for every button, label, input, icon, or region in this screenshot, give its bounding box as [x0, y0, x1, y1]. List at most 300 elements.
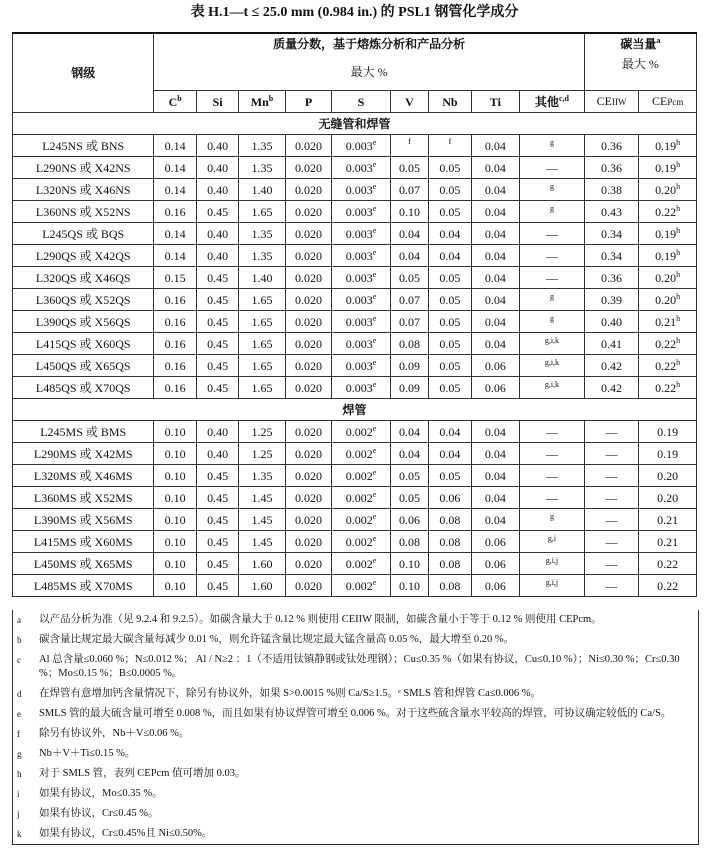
value-nb: 0.08: [439, 556, 461, 571]
value-si: 0.45: [207, 512, 229, 527]
value-v: 0.05: [399, 490, 420, 505]
value-v: 0.07: [399, 292, 420, 307]
value-s: 0.003: [345, 248, 373, 263]
max-percent-label: 最大 %: [350, 65, 388, 79]
cell-p: [285, 311, 331, 333]
value-p: 0.020: [294, 424, 322, 439]
value-p: 0.020: [294, 490, 322, 505]
value-c: 0.14: [164, 226, 186, 241]
cell-ce-pcm: [639, 157, 697, 179]
value-c: 0.15: [164, 270, 186, 285]
cell-ce-pcm: [639, 245, 697, 267]
cell-ce-iiw: 0.43: [584, 201, 639, 223]
value-nb: 0.04: [439, 446, 461, 461]
value-si: 0.40: [207, 446, 229, 461]
cell-nb: [429, 179, 471, 201]
value-mn: 1.40: [251, 270, 273, 285]
cell-nb: [429, 157, 471, 179]
value-si: 0.40: [207, 138, 229, 153]
cell-ce-iiw: 0.36: [584, 267, 639, 289]
cell-ce-iiw: —: [584, 465, 639, 487]
value-v: 0.05: [399, 270, 420, 285]
cell-ce-pcm: [639, 267, 697, 289]
cell-ti: [471, 157, 519, 179]
value-si: 0.40: [207, 160, 229, 175]
cell-other: [520, 355, 585, 377]
table-row: [13, 179, 697, 201]
note-s: e: [372, 203, 377, 213]
column-label: Nb: [442, 94, 458, 109]
cell-v: [390, 333, 428, 355]
cell-p: [285, 179, 331, 201]
cell-c: [154, 531, 196, 553]
cell-c: [154, 575, 196, 597]
note-v: f: [408, 137, 411, 146]
value-si: 0.45: [207, 270, 229, 285]
cell-v: [390, 179, 428, 201]
cell-nb: [429, 421, 471, 443]
grade-cell: L245QS 或 BQS: [13, 223, 154, 245]
cell-s: [332, 311, 391, 333]
value-other: —: [545, 270, 558, 285]
section-row: [13, 113, 697, 135]
value-ti: 0.04: [484, 446, 506, 461]
value-other: g,i,k: [544, 357, 560, 367]
note-s: e: [372, 423, 377, 433]
value-ti: 0.04: [484, 138, 506, 153]
column-label: 其他: [534, 94, 559, 109]
grade-cell: L320MS 或 X46MS: [13, 465, 154, 487]
cell-mn: [239, 421, 285, 443]
value-nb: 0.08: [439, 534, 461, 549]
cell-nb: [429, 223, 471, 245]
value-v: 0.09: [399, 358, 420, 373]
cell-other: [520, 157, 585, 179]
cell-ti: [471, 267, 519, 289]
grade-cell: L415QS 或 X60QS: [13, 333, 154, 355]
cell-ce-pcm: [639, 223, 697, 245]
grade-cell: L390QS 或 X56QS: [13, 311, 154, 333]
cell-c: [154, 553, 196, 575]
note-ce-pcm: h: [676, 269, 681, 279]
cell-c: [154, 487, 196, 509]
cell-other: [520, 201, 585, 223]
cell-p: [285, 443, 331, 465]
value-s: 0.003: [345, 380, 373, 395]
cell-c: [154, 135, 196, 157]
cell-other: [520, 509, 585, 531]
value-other: —: [545, 160, 558, 175]
value-s: 0.003: [345, 138, 373, 153]
cell-other: [520, 531, 585, 553]
cell-v: [390, 311, 428, 333]
value-p: 0.020: [294, 270, 322, 285]
cell-ce-iiw: 0.42: [584, 377, 639, 399]
value-mn: 1.60: [251, 556, 273, 571]
cell-ti: [471, 245, 519, 267]
cell-s: [332, 179, 391, 201]
value-ti: 0.04: [484, 490, 506, 505]
cell-other: [520, 223, 585, 245]
cell-si: [196, 289, 238, 311]
value-p: 0.020: [294, 248, 322, 263]
value-ce-pcm: 0.21: [655, 314, 677, 329]
cell-other: [520, 487, 585, 509]
cell-v: [390, 245, 428, 267]
section-title: 无缝管和焊管: [13, 113, 697, 135]
value-p: 0.020: [294, 556, 322, 571]
footnote-text: Al 总含量≤0.060 %；N≤0.012 %； Al / N≥2 ：1（不适用钛镇静钢或钛处理钢）；Cu≤0.35 %（如果有协议，Cu≤0.10 %）；Ni≤0.30 %；Cr≤0.30 %；Mo≤0.15 %；B≤0.0005 %。: [39, 654, 680, 679]
column-header-6: [429, 91, 471, 113]
column-note: c,d: [558, 93, 569, 103]
note-ce-pcm: h: [676, 203, 681, 213]
column-header-5: [390, 91, 428, 113]
footnote-key: f: [17, 729, 20, 739]
column-header-3: [285, 91, 331, 113]
cell-nb: [429, 201, 471, 223]
value-s: 0.003: [345, 160, 373, 175]
column-label: Si: [212, 94, 223, 109]
value-ce-pcm: 0.19: [657, 446, 679, 461]
cell-p: [285, 575, 331, 597]
note-s: e: [372, 357, 377, 367]
value-nb: 0.04: [439, 424, 461, 439]
value-s: 0.003: [345, 358, 373, 373]
cell-si: [196, 267, 238, 289]
cell-ce-iiw: —: [584, 553, 639, 575]
note-s: e: [372, 137, 377, 147]
cell-mn: [239, 157, 285, 179]
grade-cell: L290QS 或 X42QS: [13, 245, 154, 267]
value-si: 0.45: [207, 336, 229, 351]
cell-v: [390, 575, 428, 597]
value-ti: 0.04: [484, 314, 506, 329]
value-v: 0.10: [399, 578, 420, 593]
cell-si: [196, 311, 238, 333]
cell-c: [154, 223, 196, 245]
value-other: g,i: [547, 533, 557, 543]
column-header-0: [154, 91, 196, 113]
value-c: 0.14: [164, 248, 186, 263]
value-p: 0.020: [294, 512, 322, 527]
cell-c: [154, 443, 196, 465]
cell-ce-pcm: [639, 179, 697, 201]
cell-v: [390, 135, 428, 157]
cell-p: [285, 509, 331, 531]
value-si: 0.40: [207, 424, 229, 439]
cell-mn: [239, 575, 285, 597]
value-mn: 1.45: [251, 512, 273, 527]
cell-mn: [239, 443, 285, 465]
value-ti: 0.04: [484, 182, 506, 197]
note-s: e: [372, 159, 377, 169]
table-row: [13, 553, 697, 575]
column-header-2: [239, 91, 285, 113]
value-s: 0.002: [345, 556, 373, 571]
cell-ti: [471, 201, 519, 223]
value-si: 0.45: [207, 358, 229, 373]
value-ce-pcm: 0.19: [657, 424, 679, 439]
footnote: [13, 784, 698, 804]
value-mn: 1.35: [251, 468, 273, 483]
cell-ti: [471, 289, 519, 311]
value-c: 0.16: [164, 358, 186, 373]
value-si: 0.45: [207, 314, 229, 329]
cell-other: [520, 333, 585, 355]
table-row: [13, 509, 697, 531]
cell-ce-iiw: 0.40: [584, 311, 639, 333]
value-c: 0.14: [164, 182, 186, 197]
grade-cell: L450MS 或 X65MS: [13, 553, 154, 575]
cell-v: [390, 465, 428, 487]
column-note: b: [177, 93, 182, 103]
column-header-8: [520, 91, 585, 113]
cell-c: [154, 311, 196, 333]
value-mn: 1.65: [251, 358, 273, 373]
cell-s: [332, 223, 391, 245]
cell-ce-iiw: —: [584, 531, 639, 553]
value-nb: 0.06: [439, 490, 461, 505]
value-ce-pcm: 0.22: [655, 204, 677, 219]
value-ce-pcm: 0.20: [657, 468, 679, 483]
cell-ce-pcm: [639, 333, 697, 355]
value-v: 0.06: [399, 512, 420, 527]
value-s: 0.002: [345, 446, 373, 461]
cell-nb: [429, 355, 471, 377]
cell-ce-iiw: —: [584, 509, 639, 531]
note-s: e: [372, 247, 377, 257]
cell-ce-pcm: [639, 553, 697, 575]
cell-ce-iiw: 0.34: [584, 245, 639, 267]
cell-s: [332, 465, 391, 487]
cell-ce-iiw: 0.41: [584, 333, 639, 355]
value-p: 0.020: [294, 336, 322, 351]
footnote: [13, 704, 698, 724]
footnote: [13, 744, 698, 764]
cell-other: [520, 245, 585, 267]
value-si: 0.45: [207, 204, 229, 219]
column-label: V: [405, 94, 414, 109]
cell-s: [332, 333, 391, 355]
footnote: [13, 650, 698, 684]
cell-ce-pcm: [639, 377, 697, 399]
cell-si: [196, 487, 238, 509]
cell-ce-pcm: [639, 531, 697, 553]
cell-ce-iiw: 0.34: [584, 223, 639, 245]
value-v: 0.05: [399, 468, 420, 483]
cell-p: [285, 377, 331, 399]
cell-ce-pcm: [639, 487, 697, 509]
grade-cell: L360MS 或 X52MS: [13, 487, 154, 509]
note-s: e: [372, 291, 377, 301]
value-s: 0.003: [345, 336, 373, 351]
value-nb: 0.05: [439, 182, 461, 197]
value-ti: 0.06: [484, 556, 506, 571]
column-label: Mn: [250, 94, 269, 109]
cell-ti: [471, 377, 519, 399]
cell-nb: [429, 311, 471, 333]
value-nb: 0.08: [439, 578, 461, 593]
note-s: e: [372, 335, 377, 345]
value-ti: 0.04: [484, 248, 506, 263]
column-note: b: [268, 93, 274, 103]
value-c: 0.14: [164, 160, 186, 175]
cell-s: [332, 553, 391, 575]
value-ti: 0.06: [484, 578, 506, 593]
note-ce-pcm: h: [676, 247, 681, 257]
value-other: g: [549, 203, 554, 213]
cell-s: [332, 355, 391, 377]
value-nb: 0.05: [439, 160, 461, 175]
cell-v: [390, 377, 428, 399]
carbon-eq-note: a: [656, 36, 661, 45]
value-nb: 0.05: [439, 270, 461, 285]
cell-nb: [429, 333, 471, 355]
cell-s: [332, 201, 391, 223]
cell-v: [390, 443, 428, 465]
cell-p: [285, 201, 331, 223]
grade-cell: L390MS 或 X56MS: [13, 509, 154, 531]
column-label: P: [304, 94, 313, 109]
cell-nb: [429, 135, 471, 157]
cell-c: [154, 355, 196, 377]
note-s: e: [372, 445, 377, 455]
value-mn: 1.60: [251, 578, 273, 593]
cell-s: [332, 575, 391, 597]
cell-ce-pcm: [639, 443, 697, 465]
footnote-text: SMLS 管的最大硫含量可增至 0.008 %，而且如果有协议焊管可增至 0.006 %。对于这些硫含量水平较高的焊管，可协议确定较低的 Ca/S。: [39, 708, 672, 719]
cell-s: [332, 267, 391, 289]
cell-v: [390, 289, 428, 311]
value-s: 0.003: [345, 226, 373, 241]
value-mn: 1.65: [251, 314, 273, 329]
value-v: 0.07: [399, 314, 420, 329]
cell-si: [196, 201, 238, 223]
value-v: 0.08: [399, 534, 420, 549]
note-s: e: [372, 533, 377, 543]
cell-other: [520, 135, 585, 157]
footnote-text: 除另有协议外，Nb＋V≤0.06 %。: [39, 728, 190, 739]
column-header-4: [332, 91, 391, 113]
cell-p: [285, 553, 331, 575]
value-ti: 0.06: [484, 380, 506, 395]
value-other: g: [549, 137, 554, 147]
cell-ti: [471, 465, 519, 487]
cell-c: [154, 465, 196, 487]
value-mn: 1.25: [251, 446, 273, 461]
value-s: 0.002: [345, 424, 373, 439]
column-label: CE: [651, 94, 668, 108]
table-row: [13, 157, 697, 179]
value-ce-pcm: 0.20: [655, 270, 677, 285]
value-other: g,i,k: [544, 335, 560, 345]
value-mn: 1.35: [251, 138, 273, 153]
value-s: 0.003: [345, 314, 373, 329]
value-s: 0.002: [345, 468, 373, 483]
cell-ce-pcm: [639, 355, 697, 377]
cell-ti: [471, 421, 519, 443]
note-ce-pcm: h: [676, 335, 681, 345]
value-p: 0.020: [294, 446, 322, 461]
cell-c: [154, 333, 196, 355]
note-ce-pcm: h: [676, 159, 681, 169]
footnote: [13, 804, 698, 824]
value-nb: 0.04: [439, 226, 461, 241]
value-c: 0.10: [164, 512, 186, 527]
cell-ti: [471, 135, 519, 157]
cell-c: [154, 289, 196, 311]
value-s: 0.002: [345, 578, 373, 593]
cell-nb: [429, 531, 471, 553]
cell-s: [332, 487, 391, 509]
cell-v: [390, 157, 428, 179]
table-row: [13, 311, 697, 333]
cell-ce-pcm: [639, 575, 697, 597]
value-p: 0.020: [294, 380, 322, 395]
carbon-eq-label: 碳当量: [620, 37, 657, 51]
footnote: [13, 610, 698, 630]
footnote-text: 以产品分析为准（见 9.2.4 和 9.2.5）。如碳含量大于 0.12 % 则使用 CEIIW 限制，如碳含量小于等于 0.12 % 则使用 CEPcm。: [39, 614, 602, 625]
cell-si: [196, 575, 238, 597]
value-ce-pcm: 0.19: [655, 248, 677, 263]
cell-mn: [239, 245, 285, 267]
value-si: 0.45: [207, 468, 229, 483]
cell-v: [390, 509, 428, 531]
cell-other: [520, 267, 585, 289]
cell-mn: [239, 333, 285, 355]
value-s: 0.002: [345, 512, 373, 527]
carbon-eq-max-label: 最大 %: [621, 57, 659, 71]
cell-other: [520, 553, 585, 575]
grade-cell: L485QS 或 X70QS: [13, 377, 154, 399]
cell-mn: [239, 509, 285, 531]
cell-ti: [471, 443, 519, 465]
cell-ti: [471, 333, 519, 355]
cell-other: [520, 575, 585, 597]
value-mn: 1.40: [251, 182, 273, 197]
cell-s: [332, 245, 391, 267]
cell-s: [332, 421, 391, 443]
value-p: 0.020: [294, 182, 322, 197]
value-si: 0.45: [207, 534, 229, 549]
cell-p: [285, 245, 331, 267]
value-other: g,i,j: [545, 555, 559, 565]
cell-s: [332, 377, 391, 399]
column-label: S: [357, 94, 365, 109]
cell-c: [154, 157, 196, 179]
value-ti: 0.04: [484, 336, 506, 351]
table-row: [13, 223, 697, 245]
value-ti: 0.04: [484, 204, 506, 219]
value-nb: 0.05: [439, 314, 461, 329]
table-row: [13, 465, 697, 487]
value-p: 0.020: [294, 578, 322, 593]
column-sub: IIW: [611, 97, 627, 107]
grade-cell: L245NS 或 BNS: [13, 135, 154, 157]
column-header-1: [196, 91, 238, 113]
footnote-text: 如果有协议，Cr≤0.45 %。: [39, 808, 159, 819]
note-ce-pcm: h: [676, 291, 681, 301]
grade-cell: L290MS 或 X42MS: [13, 443, 154, 465]
cell-s: [332, 157, 391, 179]
value-v: 0.08: [399, 336, 420, 351]
grade-cell: L450QS 或 X65QS: [13, 355, 154, 377]
value-mn: 1.35: [251, 248, 273, 263]
value-ti: 0.04: [484, 512, 506, 527]
cell-ti: [471, 223, 519, 245]
value-other: g: [549, 313, 554, 323]
column-header-10: [639, 91, 697, 113]
